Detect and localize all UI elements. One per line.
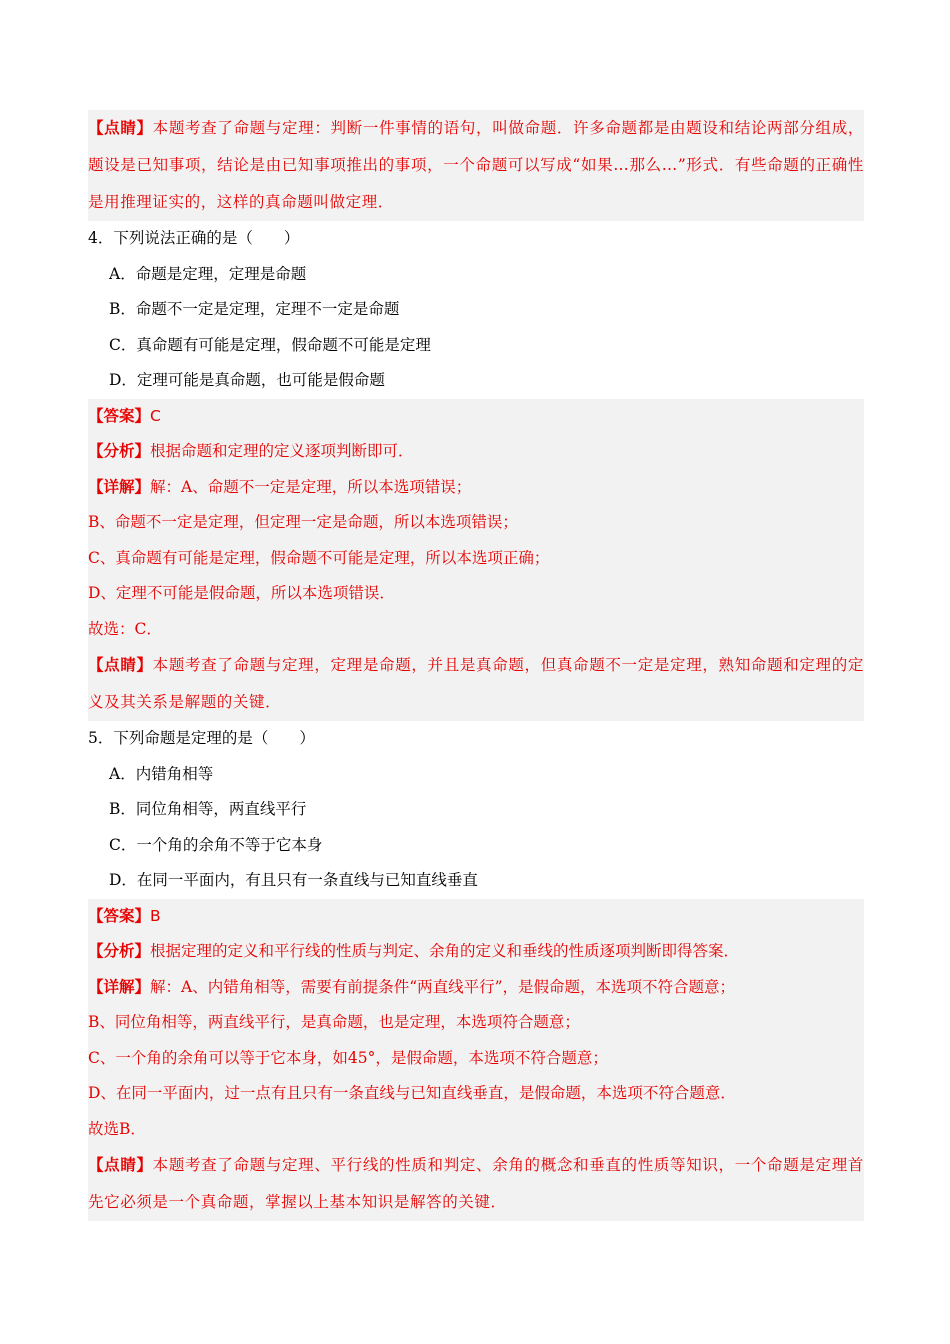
analysis-text: 根据命题和定理的定义逐项判断即可．	[150, 442, 414, 460]
detail-line-4: D、在同一平面内，过一点有且只有一条直线与已知直线垂直，是假命题，本选项不符合题意．	[88, 1084, 736, 1102]
detail-line-3: C、一个角的余角可以等于它本身，如45°，是假命题，本选项不符合题意；	[88, 1048, 608, 1067]
document-page	[88, 110, 864, 1221]
tip-tag: 【点睛】	[88, 656, 153, 674]
question-4-option-b: B．命题不一定是定理，定理不一定是命题	[109, 300, 400, 318]
answer-line	[88, 899, 864, 935]
detail-text: 解：A、命题不一定是定理，所以本选项错误；	[150, 477, 472, 496]
detail-line-2: B、命题不一定是定理，但定理一定是命题，所以本选项错误；	[88, 513, 518, 531]
analysis-tag: 【分析】	[88, 942, 151, 960]
answer-value: C	[150, 406, 161, 425]
analysis-line	[88, 434, 864, 470]
answer-tag: 【答案】	[88, 906, 151, 925]
conclusion-line: 故选B．	[88, 1119, 146, 1138]
question-5-option-d: D．在同一平面内，有且只有一条直线与已知直线垂直	[109, 871, 478, 889]
conclusion-line: 故选：C．	[88, 619, 162, 638]
question-4-stem: 4．下列说法正确的是（ ）	[88, 229, 300, 247]
tip-block-2	[88, 647, 864, 721]
tip-block-3	[88, 1147, 864, 1221]
question-5-option-c: C．一个角的余角不等于它本身	[109, 835, 323, 854]
question-5-solution	[88, 899, 864, 1222]
question-4-option-d: D．定理可能是真命题，也可能是假命题	[109, 371, 385, 389]
question-4-option-a: A．命题是定理，定理是命题	[109, 264, 307, 283]
tip-tag: 【点睛】	[88, 119, 153, 137]
detail-text: 解：A、内错角相等，需要有前提条件“两直线平行”，是假命题，本选项不符合题意；	[150, 977, 736, 996]
detail-line-1	[88, 470, 864, 506]
answer-value: B	[150, 906, 161, 925]
question-5-option-a: A．内错角相等	[109, 764, 214, 783]
detail-line-3: C、真命题有可能是定理，假命题不可能是定理，所以本选项正确；	[88, 548, 550, 567]
detail-tag: 【详解】	[88, 977, 151, 996]
tip-text: 本题考查了命题与定理，定理是命题，并且是真命题，但真命题不一定是定理，熟知命题和定理的定义及其关系是解题的关键．	[88, 656, 864, 711]
detail-line-4: D、定理不可能是假命题，所以本选项错误．	[88, 584, 395, 602]
question-5-stem: 5．下列命题是定理的是（ ）	[88, 729, 315, 747]
analysis-line	[88, 934, 864, 970]
detail-line-2: B、同位角相等，两直线平行，是真命题，也是定理，本选项符合题意；	[88, 1013, 580, 1031]
tip-block-1	[88, 110, 864, 221]
analysis-text: 根据定理的定义和平行线的性质与判定、余角的定义和垂线的性质逐项判断即得答案．	[150, 942, 740, 960]
detail-line-1	[88, 970, 864, 1006]
tip-text: 本题考查了命题与定理：判断一件事情的语句，叫做命题．许多命题都是由题设和结论两部分组成，题设是已知事项，结论是由已知事项推出的事项，一个命题可以写成“如果…那么…”形式．有些命题的正确性是用推理证实的，这样的真命题叫做定理．	[88, 119, 864, 211]
tip-tag: 【点睛】	[88, 1156, 153, 1174]
answer-tag: 【答案】	[88, 406, 151, 425]
analysis-tag: 【分析】	[88, 442, 151, 460]
question-4-option-c: C．真命题有可能是定理，假命题不可能是定理	[109, 335, 431, 354]
question-5-option-b: B．同位角相等，两直线平行	[109, 800, 307, 818]
tip-text: 本题考查了命题与定理、平行线的性质和判定、余角的概念和垂直的性质等知识，一个命题是定理首先它必须是一个真命题，掌握以上基本知识是解答的关键．	[88, 1156, 864, 1211]
detail-tag: 【详解】	[88, 477, 151, 496]
question-4-solution	[88, 399, 864, 722]
answer-line	[88, 399, 864, 435]
